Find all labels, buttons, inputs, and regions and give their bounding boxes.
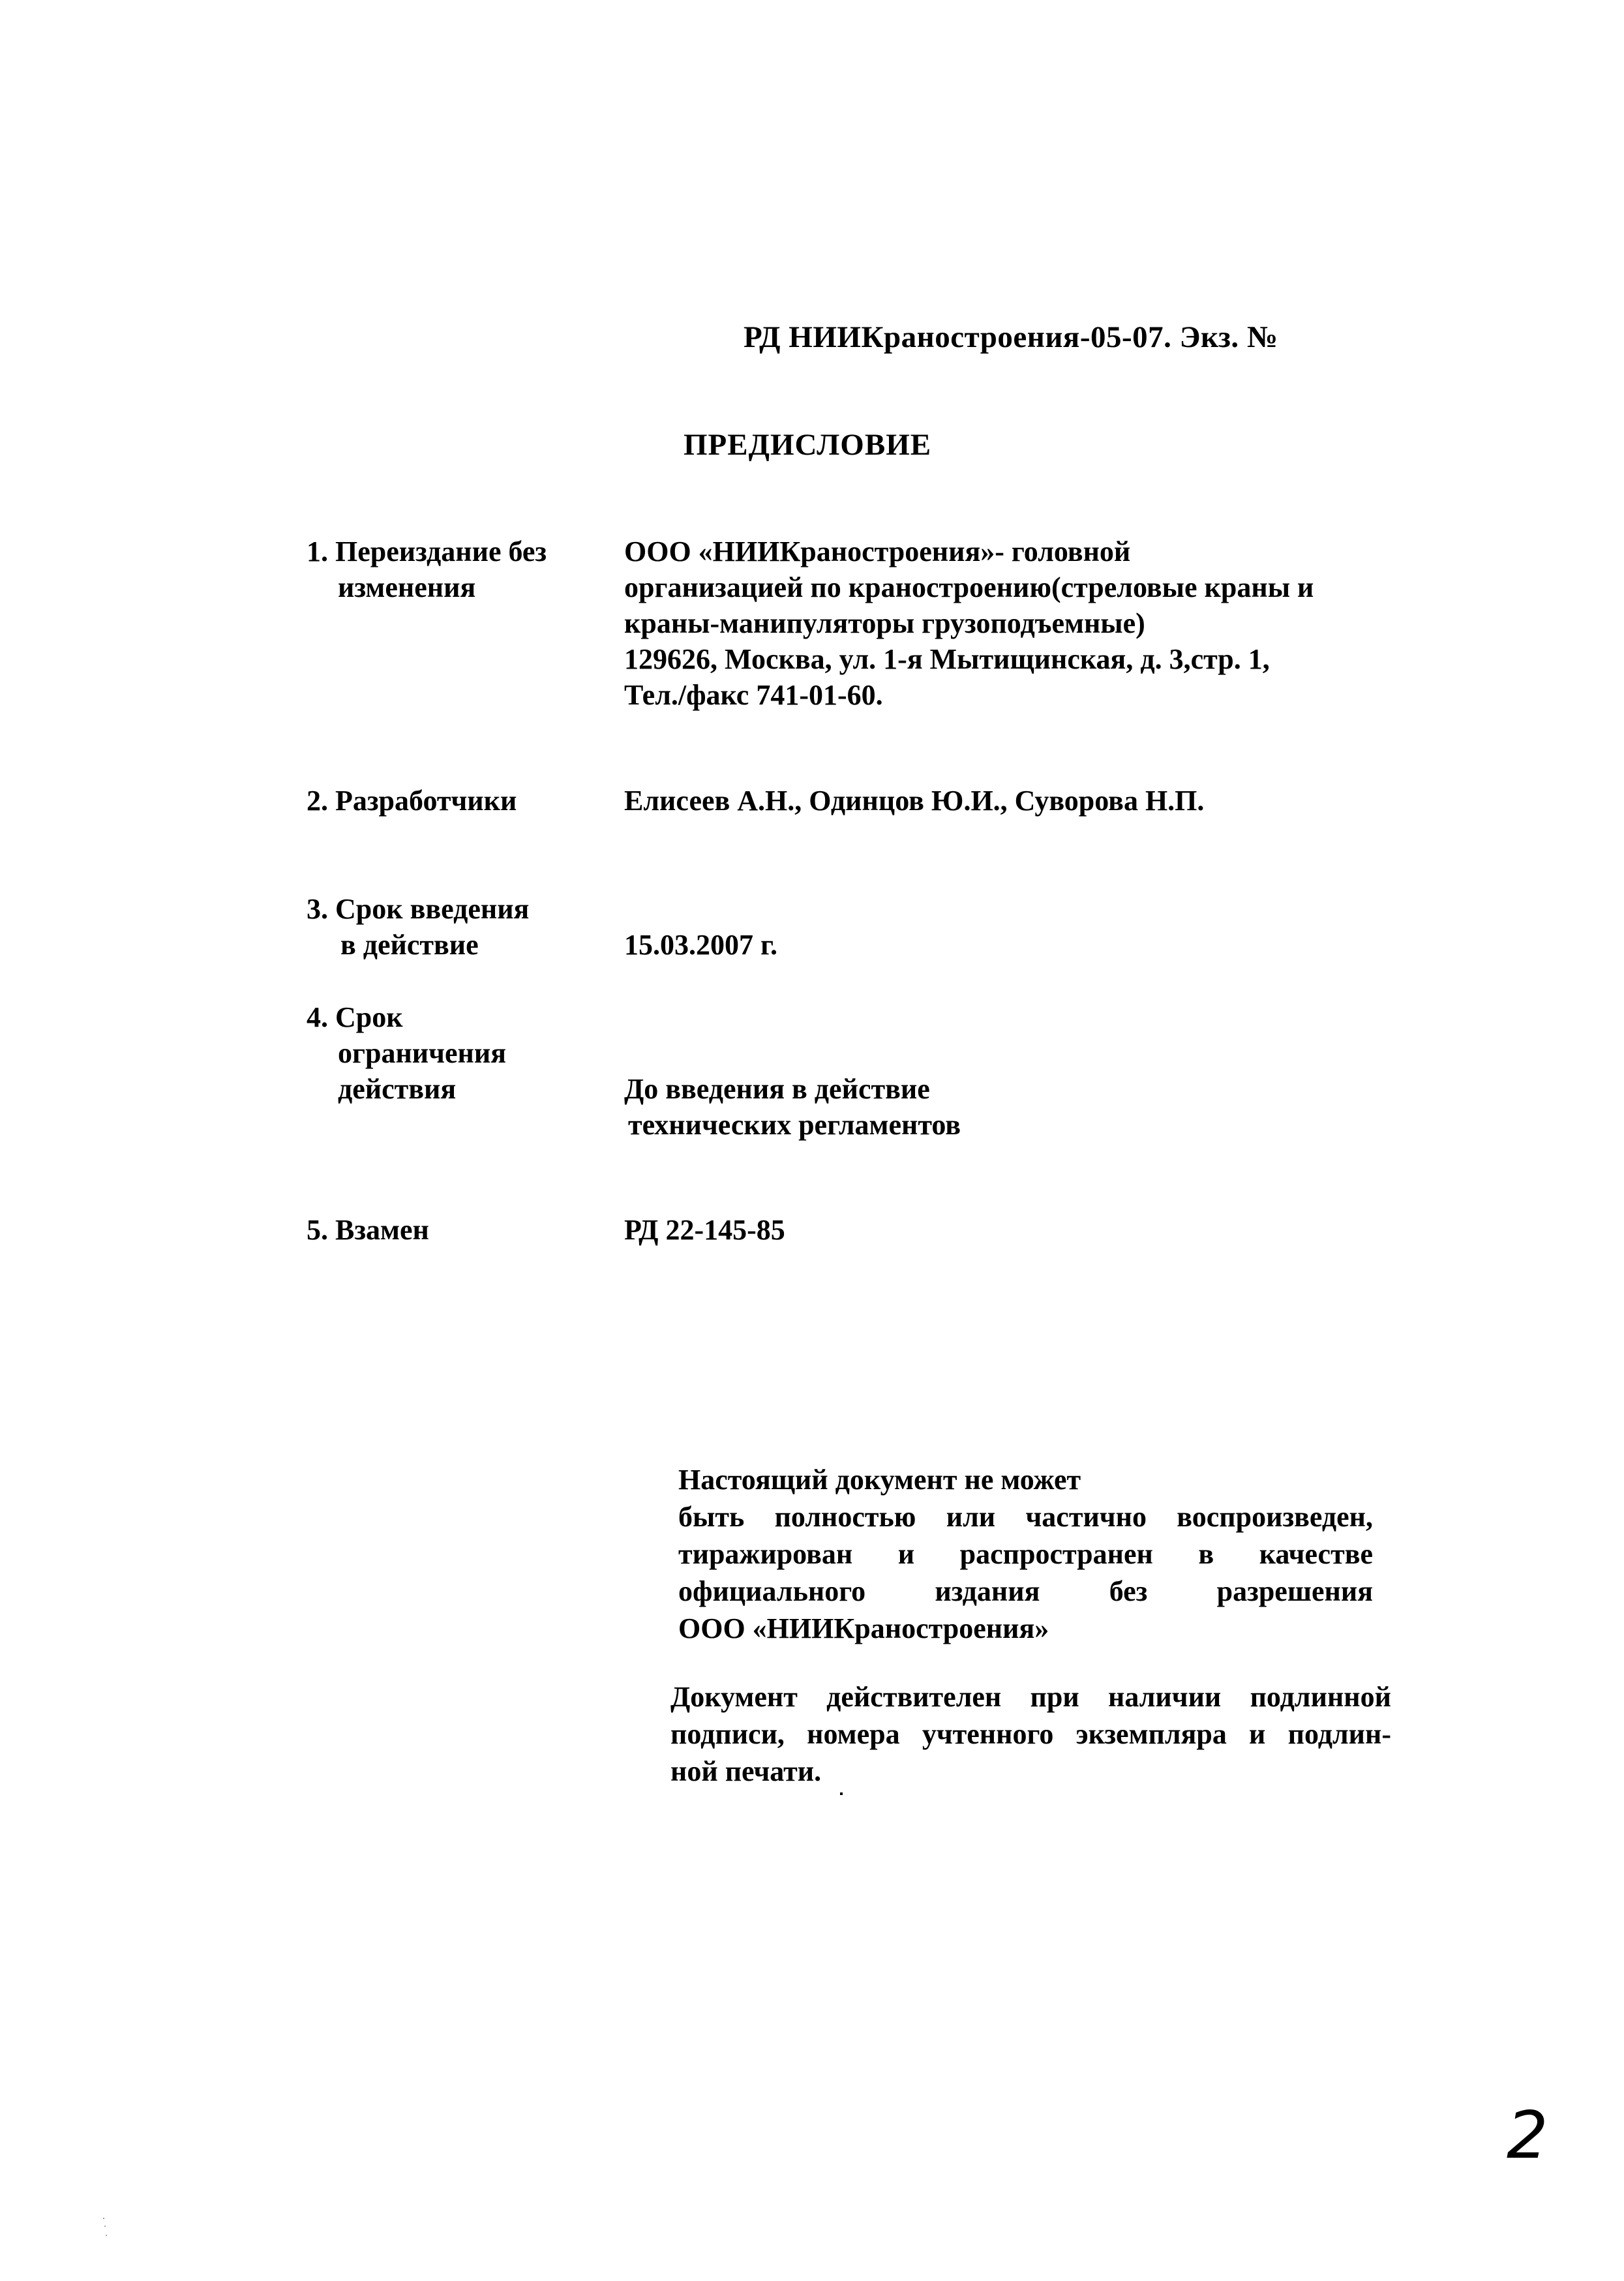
scan-speck <box>106 2235 107 2236</box>
item-4-value: До введения в действие технических регламентов <box>624 1073 961 1141</box>
document-reference: РД НИИКраностроения-05-07. Экз. № <box>744 320 1278 354</box>
item-1-value: ООО «НИИКраностроения»- головной организацией по краностроению(стреловые краны и краны-манипуляторы грузоподъемные) 129626, Москва, ул. 1-я Мытищинская, д. 3,стр. 1, Тел./факс 741-01-60. <box>624 536 1314 711</box>
page-title: ПРЕДИСЛОВИЕ <box>684 428 932 462</box>
item-5-label: 5. Взамен <box>307 1214 429 1246</box>
item-1-label: 1. Переиздание без изменения <box>307 536 547 603</box>
page-number: 2 <box>1507 2097 1548 2173</box>
scan-speck <box>840 1792 843 1795</box>
item-3-value: 15.03.2007 г. <box>624 929 778 961</box>
scan-speck <box>104 2226 106 2227</box>
item-2-label: 2. Разработчики <box>307 785 517 817</box>
validity-notice: Документ действителен при наличии подлинной подписи, номера учтенного экземпляра и подлин- ной печати. <box>670 1681 1391 1787</box>
item-2-value: Елисеев А.Н., Одинцов Ю.И., Суворова Н.П. <box>624 785 1205 817</box>
item-4-label: 4. Срок ограничения действия <box>307 1001 507 1105</box>
item-5-value: РД 22-145-85 <box>624 1214 785 1246</box>
copyright-notice: Настоящий документ не может быть полностью или частично воспроизведен, тиражирован и распространен в качестве официального издания без разрешения ООО «НИИКраностроения» <box>678 1464 1373 1644</box>
item-3-label: 3. Срок введения в действие <box>307 893 530 961</box>
scan-speck <box>103 2218 104 2219</box>
